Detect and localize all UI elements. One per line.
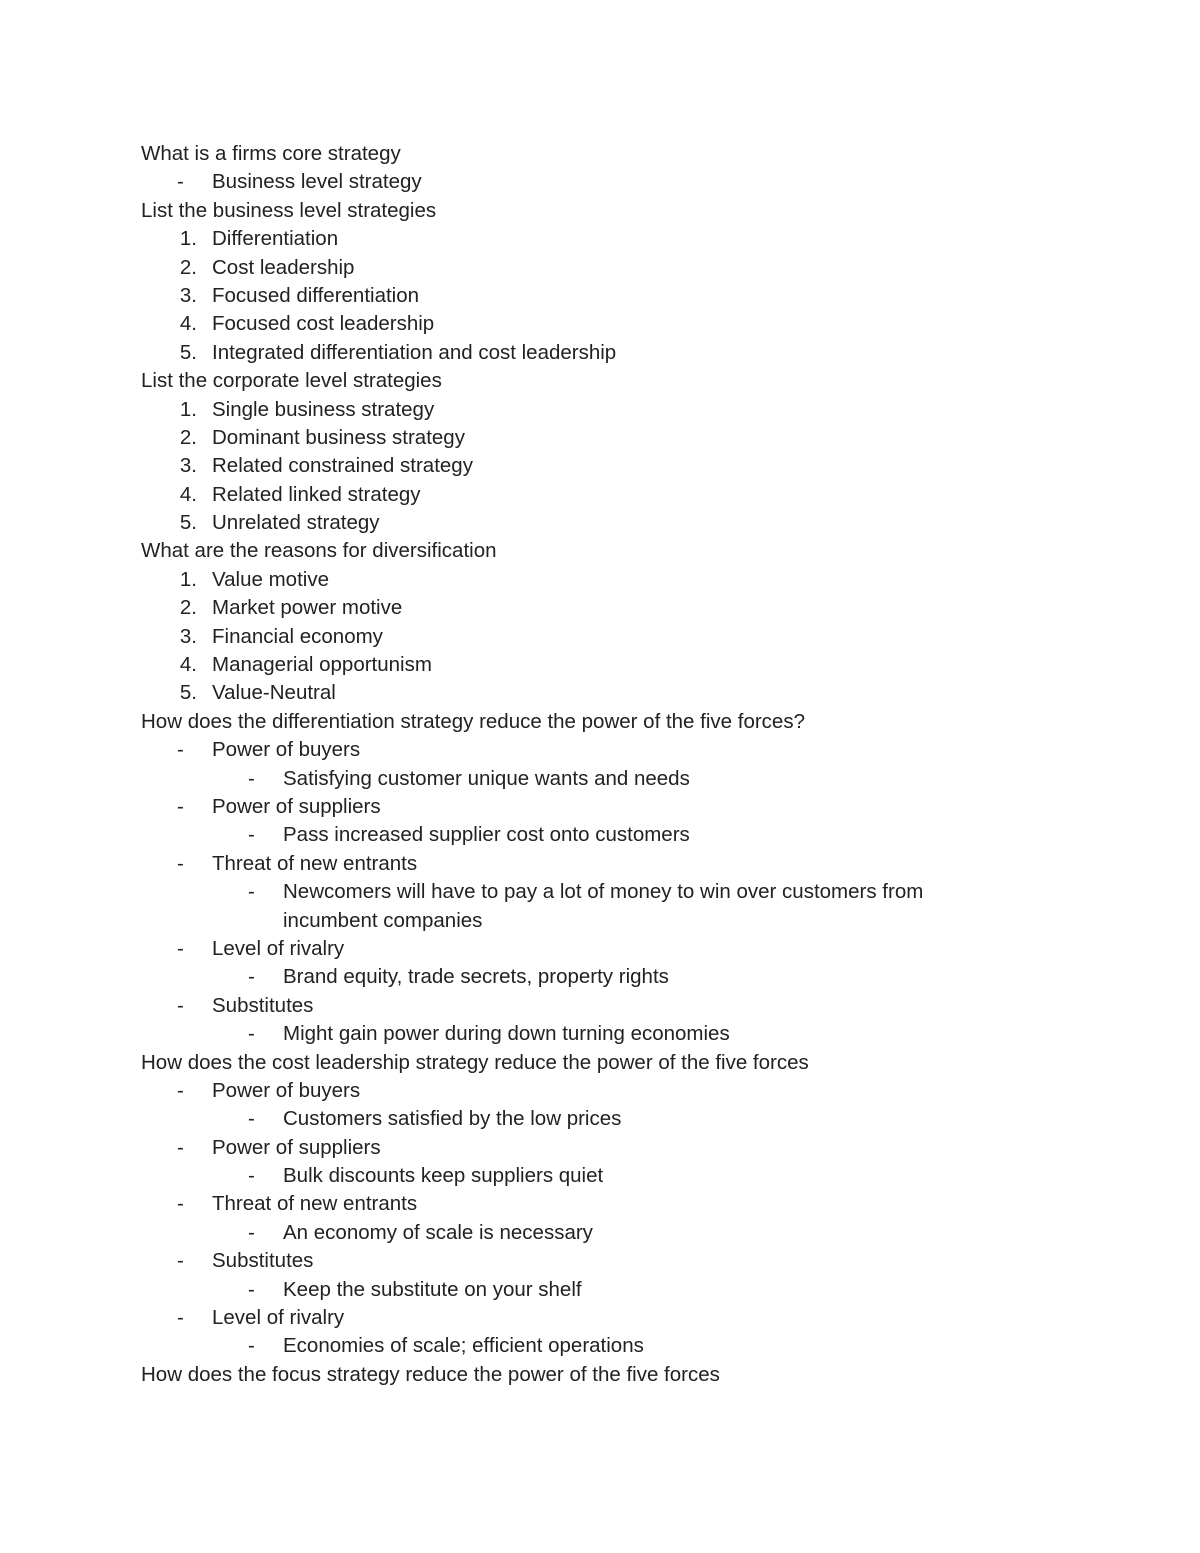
bullet-marker: - <box>177 738 184 762</box>
numbered-item <box>141 594 1101 622</box>
sub-bullet-item <box>141 765 1101 793</box>
bullet-marker: - <box>248 1220 255 1244</box>
list-number: 2. <box>179 596 197 620</box>
numbered-item <box>141 339 1101 367</box>
bullet-marker: - <box>177 851 184 875</box>
sub-bullet-item <box>141 1332 1101 1360</box>
bullet-item <box>141 1190 1101 1218</box>
question-heading: How does the focus strategy reduce the power of the five forces <box>141 1362 720 1386</box>
sub-bullet-item <box>141 1105 1101 1133</box>
bullet-marker: - <box>177 170 184 194</box>
bullet-marker: - <box>177 1135 184 1159</box>
numbered-item <box>141 310 1101 338</box>
numbered-item <box>141 424 1101 452</box>
item-text: Threat of new entrants <box>212 851 418 875</box>
item-text: Business level strategy <box>212 170 422 194</box>
numbered-item <box>141 679 1101 707</box>
document-body <box>141 140 1101 1389</box>
item-text: Focused differentiation <box>212 283 420 307</box>
item-text: Power of suppliers <box>212 1135 381 1159</box>
question-heading: What are the reasons for diversification <box>141 539 497 563</box>
item-text: Value-Neutral <box>212 681 336 705</box>
sub-bullet-item <box>141 1162 1101 1190</box>
item-text: Power of buyers <box>212 1078 361 1102</box>
list-number: 3. <box>179 624 197 648</box>
sub-item-text: Economies of scale; efficient operations <box>283 1334 644 1358</box>
sub-item-text: Newcomers will have to pay a lot of money to win over customers from <box>283 880 924 904</box>
sub-item-text: Might gain power during down turning economies <box>283 1022 730 1046</box>
list-number: 2. <box>179 425 197 449</box>
item-text: Level of rivalry <box>212 1306 345 1330</box>
item-text: Power of suppliers <box>212 794 381 818</box>
bullet-marker: - <box>177 794 184 818</box>
list-number: 4. <box>179 653 197 677</box>
sub-item-text-continued: incumbent companies <box>283 908 483 932</box>
sub-bullet-item <box>141 1020 1101 1048</box>
item-text: Value motive <box>212 567 329 591</box>
numbered-item <box>141 225 1101 253</box>
question-heading: What is a firms core strategy <box>141 142 401 165</box>
list-number: 4. <box>179 312 197 336</box>
item-text: Substitutes <box>212 1249 314 1273</box>
question-heading: How does the cost leadership strategy reduce the power of the five forces <box>141 1050 809 1074</box>
bullet-marker: - <box>177 1192 184 1216</box>
item-text: Substitutes <box>212 993 314 1017</box>
item-text: Threat of new entrants <box>212 1192 418 1216</box>
bullet-marker: - <box>248 965 255 989</box>
list-number: 5. <box>179 681 197 705</box>
bullet-marker: - <box>248 1107 255 1131</box>
sub-item-text: Satisfying customer unique wants and needs <box>283 766 690 790</box>
bullet-item <box>141 793 1101 821</box>
sub-item-text: Customers satisfied by the low prices <box>283 1107 622 1131</box>
list-number: 1. <box>179 227 197 251</box>
sub-item-text: An economy of scale is necessary <box>283 1220 593 1244</box>
bullet-marker: - <box>248 880 255 904</box>
item-text: Single business strategy <box>212 397 435 421</box>
item-text: Dominant business strategy <box>212 425 465 449</box>
bullet-item <box>141 736 1101 764</box>
sub-bullet-item <box>141 1219 1101 1247</box>
numbered-item <box>141 282 1101 310</box>
item-text: Related constrained strategy <box>212 454 473 478</box>
sub-bullet-item <box>141 1276 1101 1304</box>
list-number: 1. <box>179 567 197 591</box>
numbered-item <box>141 651 1101 679</box>
bullet-item <box>141 1134 1101 1162</box>
list-number: 4. <box>179 482 197 506</box>
numbered-item <box>141 254 1101 282</box>
list-number: 3. <box>179 283 197 307</box>
list-number: 1. <box>179 397 197 421</box>
bullet-marker: - <box>177 1078 184 1102</box>
bullet-item <box>141 1247 1101 1275</box>
bullet-marker: - <box>177 1249 184 1273</box>
item-text: Integrated differentiation and cost leadership <box>212 340 617 364</box>
item-text: Market power motive <box>212 596 403 620</box>
list-number: 2. <box>179 255 197 279</box>
question-heading: List the corporate level strategies <box>141 369 442 393</box>
item-text: Unrelated strategy <box>212 511 380 535</box>
sub-item-text: Keep the substitute on your shelf <box>283 1277 582 1301</box>
bullet-item <box>141 992 1101 1020</box>
bullet-marker: - <box>248 1022 255 1046</box>
item-text: Focused cost leadership <box>212 312 435 336</box>
bullet-marker: - <box>177 993 184 1017</box>
bullet-marker: - <box>177 1306 184 1330</box>
numbered-item <box>141 481 1101 509</box>
bullet-marker: - <box>248 1164 255 1188</box>
question-heading: List the business level strategies <box>141 198 437 222</box>
bullet-marker: - <box>248 766 255 790</box>
sub-item-text: Bulk discounts keep suppliers quiet <box>283 1164 604 1188</box>
sub-bullet-item <box>141 878 1101 906</box>
numbered-item <box>141 509 1101 537</box>
list-number: 5. <box>179 340 197 364</box>
item-text: Cost leadership <box>212 255 355 279</box>
sub-item-text: Brand equity, trade secrets, property rights <box>283 965 669 989</box>
bullet-marker: - <box>248 823 255 847</box>
bullet-marker: - <box>177 936 184 960</box>
bullet-item <box>141 1077 1101 1105</box>
bullet-marker: - <box>248 1334 255 1358</box>
numbered-item <box>141 623 1101 651</box>
sub-bullet-item <box>141 963 1101 991</box>
item-text: Differentiation <box>212 227 339 251</box>
bullet-item <box>141 168 1101 196</box>
sub-item-text: Pass increased supplier cost onto customers <box>283 823 690 847</box>
item-text: Level of rivalry <box>212 936 345 960</box>
item-text: Power of buyers <box>212 738 361 762</box>
bullet-item <box>141 850 1101 878</box>
numbered-item <box>141 452 1101 480</box>
bullet-item <box>141 935 1101 963</box>
item-text: Financial economy <box>212 624 383 648</box>
bullet-marker: - <box>248 1277 255 1301</box>
item-text: Managerial opportunism <box>212 653 432 677</box>
list-number: 5. <box>179 511 197 535</box>
list-number: 3. <box>179 454 197 478</box>
numbered-item <box>141 396 1101 424</box>
item-text: Related linked strategy <box>212 482 421 506</box>
question-heading: How does the differentiation strategy reduce the power of the five forces? <box>141 709 805 733</box>
bullet-item <box>141 1304 1101 1332</box>
numbered-item <box>141 566 1101 594</box>
sub-item-continuation <box>141 907 1101 935</box>
sub-bullet-item <box>141 821 1101 849</box>
